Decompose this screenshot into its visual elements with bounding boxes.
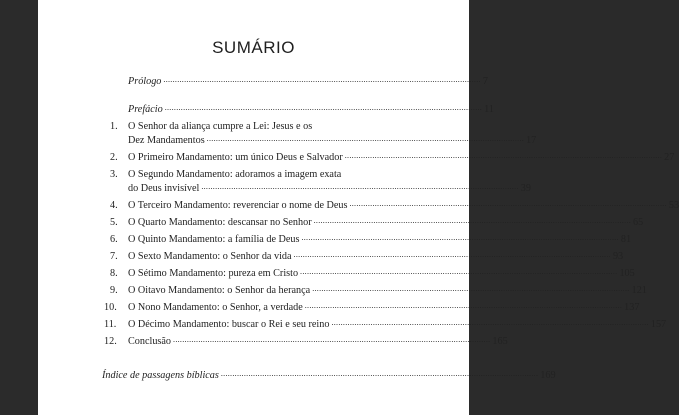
toc-entry-chapter-8 xyxy=(110,267,635,281)
toc-entry-page: 157 xyxy=(650,319,667,330)
toc-entry-page: 121 xyxy=(631,285,647,296)
toc-entry-page: 65 xyxy=(633,217,644,228)
toc-entry-chapter-3 xyxy=(110,168,531,196)
toc-entry-number: 4. xyxy=(110,200,118,211)
dot-leader xyxy=(345,149,662,163)
book-page xyxy=(38,0,679,415)
dot-leader xyxy=(173,333,490,347)
toc-entry-number: 3. xyxy=(110,169,118,180)
toc-entry-label: O Sexto Mandamento: o Senhor da vida xyxy=(128,251,292,262)
toc-entry-number: 6. xyxy=(110,234,118,245)
toc-entry-label: Índice de passagens bíblicas xyxy=(102,370,219,381)
toc-entry-label: O Décimo Mandamento: buscar o Rei e seu reino xyxy=(128,319,330,330)
toc-entry-label: O Terceiro Mandamento: reverenciar o nome de Deus xyxy=(128,200,348,211)
toc-entry-label: Prólogo xyxy=(128,76,162,87)
toc-entry-label: O Oitavo Mandamento: o Senhor da herança xyxy=(128,285,311,296)
dot-leader xyxy=(331,316,648,330)
toc-entry-label-line2: Dez Mandamentos xyxy=(128,135,205,146)
dot-leader xyxy=(163,73,480,87)
toc-entry-prefacio xyxy=(110,103,494,117)
toc-entry-number: 7. xyxy=(110,251,118,262)
dot-leader xyxy=(221,367,538,381)
toc-entry-page: 169 xyxy=(540,370,556,381)
toc-entry-number: 11. xyxy=(104,319,117,330)
toc-entry-chapter-7 xyxy=(110,250,624,264)
toc-entry-label-line2: do Deus invisível xyxy=(128,183,200,194)
dot-leader xyxy=(301,231,618,245)
toc-entry-page: 17 xyxy=(526,135,537,146)
toc-entry-label: O Quinto Mandamento: a família de Deus xyxy=(128,234,300,245)
toc-entry-number: 9. xyxy=(110,285,118,296)
toc-entry-chapter-4 xyxy=(110,199,679,213)
toc-entry-label: Prefácio xyxy=(128,104,163,115)
toc-entry-label: Conclusão xyxy=(128,336,172,347)
toc-entry-chapter-5 xyxy=(110,216,644,230)
toc-entry-page: 137 xyxy=(624,302,640,313)
toc-entry-chapter-12 xyxy=(104,335,508,349)
dot-leader xyxy=(314,214,631,228)
toc-entry-number: 8. xyxy=(110,268,118,279)
toc-entry-index xyxy=(102,369,556,383)
toc-entry-page: 27 xyxy=(664,152,675,163)
toc-entry-chapter-1 xyxy=(110,120,537,148)
toc-entry-page: 93 xyxy=(612,251,624,262)
dot-leader xyxy=(349,197,666,211)
toc-entry-page: 7 xyxy=(482,76,488,87)
toc-entry-label: O Sétimo Mandamento: pureza em Cristo xyxy=(128,268,299,279)
toc-entry-number: 2. xyxy=(110,152,118,163)
table-of-contents xyxy=(102,75,679,383)
toc-entry-number: 10. xyxy=(104,302,117,313)
viewer-background-left xyxy=(0,0,38,415)
toc-entry-page: 53 xyxy=(668,200,679,211)
toc-entry-prologo xyxy=(110,75,488,89)
dot-leader xyxy=(165,101,482,115)
toc-entry-label: O Primeiro Mandamento: um único Deus e Salvador xyxy=(128,152,343,163)
toc-entry-number: 12. xyxy=(104,336,117,347)
dot-leader xyxy=(300,265,617,279)
dot-leader xyxy=(294,248,611,262)
dot-leader xyxy=(207,132,524,146)
toc-entry-page: 39 xyxy=(520,183,531,194)
toc-entry-chapter-9 xyxy=(110,284,647,298)
dot-leader xyxy=(312,282,629,296)
toc-entry-label-line1: O Senhor da aliança cumpre a Lei: Jesus e os xyxy=(128,121,313,132)
toc-entry-page: 81 xyxy=(620,234,632,245)
page-title: SUMÁRIO xyxy=(212,38,295,57)
toc-entry-chapter-10 xyxy=(104,301,640,315)
toc-entry-number: 5. xyxy=(110,217,118,228)
toc-entry-chapter-11 xyxy=(104,318,667,332)
toc-entry-number: 1. xyxy=(110,121,118,132)
toc-entry-label: O Quarto Mandamento: descansar no Senhor xyxy=(128,217,312,228)
toc-entry-page: 165 xyxy=(492,336,508,347)
toc-entry-label: O Nono Mandamento: o Senhor, a verdade xyxy=(128,302,303,313)
dot-leader xyxy=(201,180,518,194)
toc-entry-chapter-2 xyxy=(110,151,675,165)
toc-entry-page: 11 xyxy=(484,104,494,115)
dot-leader xyxy=(305,299,622,313)
toc-entry-page: 105 xyxy=(619,268,635,279)
toc-entry-chapter-6 xyxy=(110,233,632,247)
toc-entry-label-line1: O Segundo Mandamento: adoramos a imagem exata xyxy=(128,169,342,180)
